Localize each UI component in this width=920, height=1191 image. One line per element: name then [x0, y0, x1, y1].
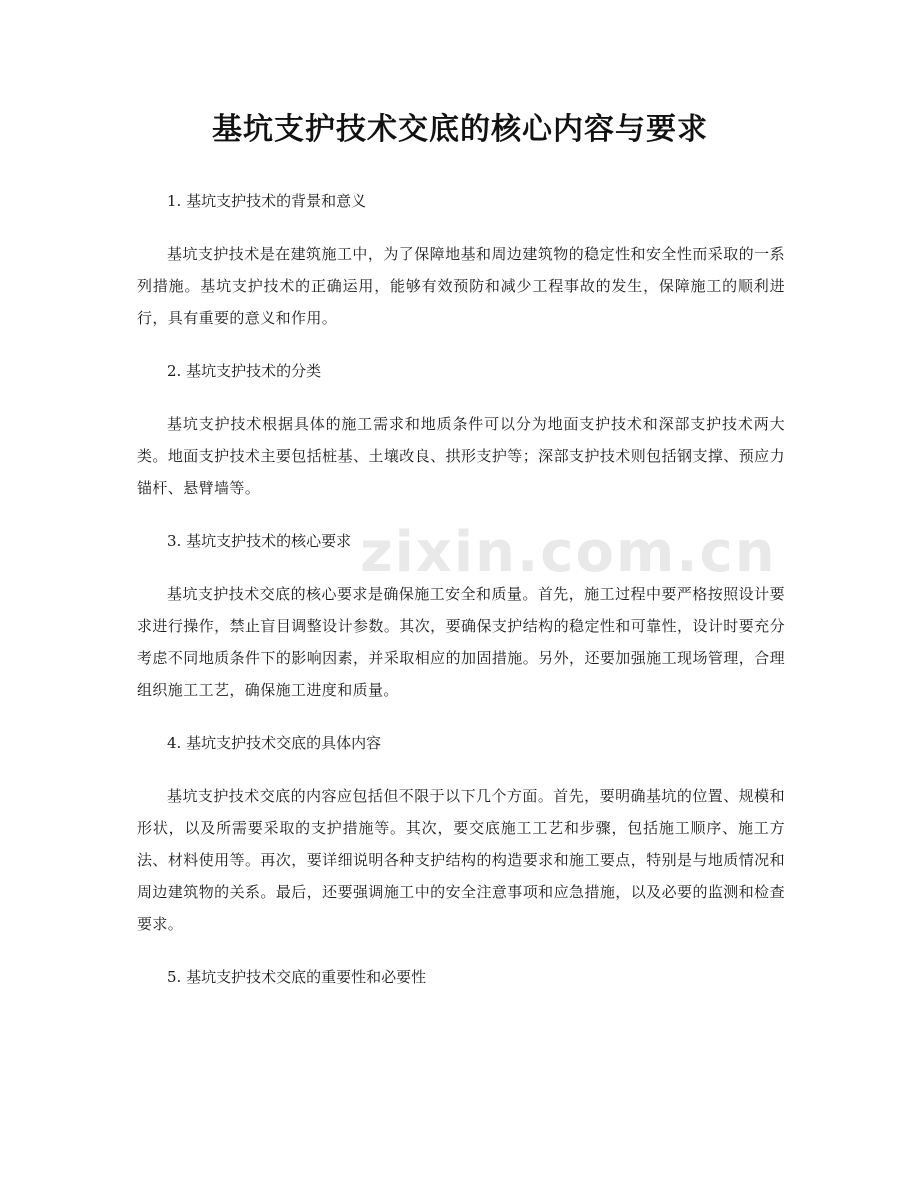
- section-heading-5: 5. 基坑支护技术交底的重要性和必要性: [167, 968, 427, 986]
- watermark: zixin.com.cn: [360, 520, 777, 585]
- section-heading-3: 3. 基坑支护技术的核心要求: [167, 532, 352, 550]
- section-paragraph-2: 基坑支护技术根据具体的施工需求和地质条件可以分为地面支护技术和深部支护技术两大类。地面支护技术主要包括桩基、土壤改良、拱形支护等；深部支护技术则包括钢支撑、预应力锚杆、悬臂墙等。: [137, 415, 785, 497]
- section-paragraph-1: 基坑支护技术是在建筑施工中，为了保障地基和周边建筑物的稳定性和安全性而采取的一系列措施。基坑支护技术的正确运用，能够有效预防和减少工程事故的发生，保障施工的顺利进行，具有重要的意义和作用。: [137, 245, 785, 327]
- section-paragraph-4: 基坑支护技术交底的内容应包括但不限于以下几个方面。首先，要明确基坑的位置、规模和形状，以及所需要采取的支护措施等。其次，要交底施工工艺和步骤，包括施工顺序、施工方法、材料使用等。再次，要详细说明各种支护结构的构造要求和施工要点，特别是与地质情况和周边建筑物的关系。最后，还要强调施工中的安全注意事项和应急措施，以及必要的监测和检查要求。: [137, 787, 785, 933]
- section-heading-4: 4. 基坑支护技术交底的具体内容: [167, 734, 382, 752]
- page-title: 基坑支护技术交底的核心内容与要求: [212, 112, 708, 147]
- section-heading-2: 2. 基坑支护技术的分类: [167, 362, 322, 380]
- document-body: [137, 184, 785, 1014]
- section-paragraph-3: 基坑支护技术交底的核心要求是确保施工安全和质量。首先，施工过程中要严格按照设计要求进行操作，禁止盲目调整设计参数。其次，要确保支护结构的稳定性和可靠性，设计时要充分考虑不同地质条件下的影响因素，并采取相应的加固措施。另外，还要加强施工现场管理，合理组织施工工艺，确保施工进度和质量。: [137, 585, 785, 699]
- section-heading-1: 1. 基坑支护技术的背景和意义: [167, 192, 367, 210]
